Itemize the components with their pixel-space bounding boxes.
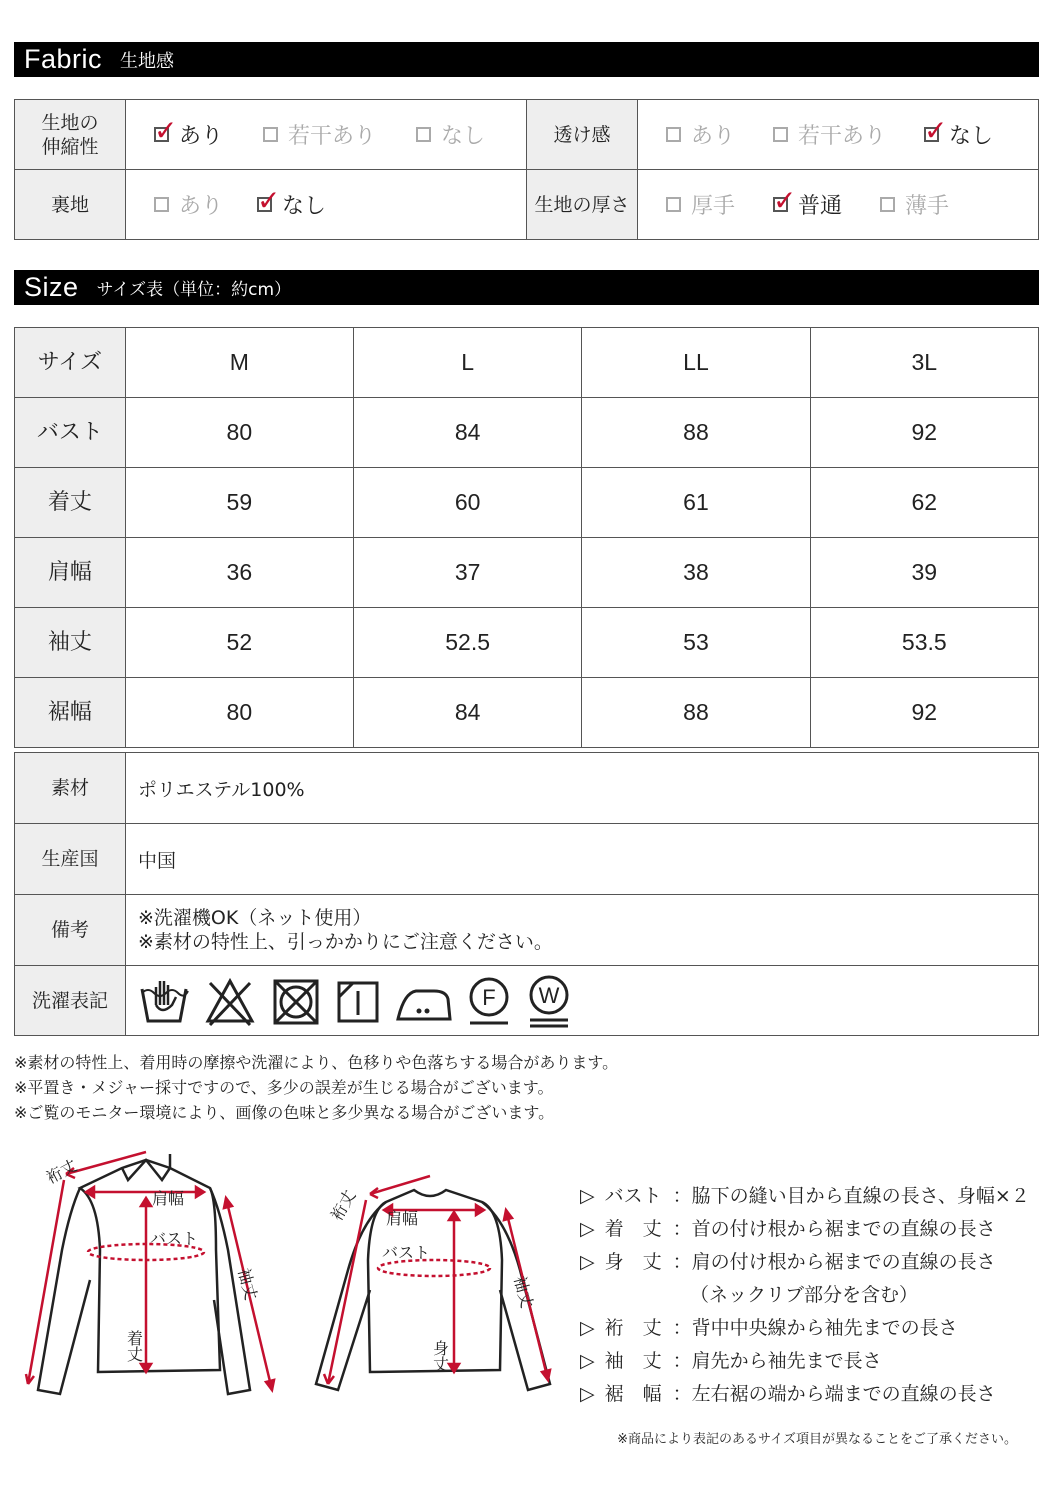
- stretch-option-label: あり: [179, 124, 224, 149]
- notes-value: [126, 895, 1039, 966]
- description-term: 着 丈: [604, 1218, 662, 1240]
- size-row-label: バスト: [15, 398, 126, 468]
- description-row: [580, 1180, 1030, 1213]
- size-row-label: 着丈: [15, 468, 126, 538]
- size-cell: 38: [582, 538, 810, 608]
- size-cell: 62: [810, 468, 1038, 538]
- sheer-option-2: [924, 114, 994, 150]
- thickness-options: [638, 170, 1039, 240]
- size-cell: M: [125, 328, 353, 398]
- triangle-icon: ▷: [580, 1350, 595, 1372]
- lining-option-label: あり: [179, 194, 224, 219]
- description-text: ：左右裾の端から端までの直線の長さ: [672, 1383, 996, 1405]
- hand-wash-icon: [138, 975, 190, 1027]
- note-line: ※素材の特性上、着用時の摩擦や洗濯により、色移りや色落ちする場合があります。: [14, 1053, 619, 1072]
- measurement-descriptions: [580, 1180, 1030, 1411]
- size-cell: 80: [125, 398, 353, 468]
- size-header: [14, 270, 1039, 305]
- thickness-option-label: 厚手: [691, 194, 736, 219]
- size-cell: 59: [125, 468, 353, 538]
- checked-box-icon: ✓: [257, 184, 281, 217]
- checkbox-icon: [773, 127, 788, 142]
- checkbox-icon: [666, 127, 681, 142]
- size-title-ja: サイズ表（単位：約cm）: [96, 280, 292, 300]
- thickness-option-label: 普通: [798, 194, 843, 219]
- note-1: ※洗濯機OK（ネット使用）: [138, 907, 372, 929]
- stretch-option-0: [154, 114, 224, 150]
- size-row-label: 袖丈: [15, 608, 126, 678]
- line-dry-shade-icon: [336, 975, 380, 1027]
- checked-box-icon: ✓: [154, 114, 178, 147]
- svg-text:W: W: [538, 982, 560, 1008]
- lining-option-label: なし: [282, 194, 327, 219]
- diagram-katahaba-label-2: 肩幅: [386, 1209, 419, 1228]
- checked-box-icon: ✓: [924, 114, 948, 147]
- size-title-en: Size: [24, 272, 79, 302]
- size-row: [15, 398, 1039, 468]
- description-text: ：脇下の縫い目から直線の長さ、身幅×２: [672, 1185, 1030, 1207]
- no-tumble-dry-icon: [270, 975, 322, 1027]
- stretch-label: 生地の 伸縮性: [15, 100, 126, 170]
- lining-option-1: [257, 184, 327, 220]
- fabric-title-ja: 生地感: [120, 50, 175, 72]
- diagram-sodetake-label-2: 袖丈: [510, 1274, 537, 1310]
- description-term: 身 丈: [604, 1251, 662, 1273]
- diagram-bust-label-2: バスト: [382, 1243, 431, 1262]
- stretch-option-label: 若干あり: [288, 124, 377, 149]
- diagram-bust-label: バスト: [150, 1229, 199, 1248]
- checkbox-icon: [416, 127, 431, 142]
- garment-diagram: [10, 1140, 570, 1420]
- sheer-options: [638, 100, 1039, 170]
- material-value: ポリエステル100%: [126, 753, 1039, 824]
- checkbox-icon: [263, 127, 278, 142]
- size-cell: 52.5: [353, 608, 581, 678]
- fabric-title-en: Fabric: [24, 44, 103, 74]
- sheer-label: 透け感: [527, 100, 638, 170]
- size-cell: 88: [582, 678, 810, 748]
- sheer-option-0: [666, 119, 735, 150]
- care-symbols: [126, 966, 1039, 1036]
- size-table: [14, 327, 1039, 748]
- description-text: ：肩の付け根から裾までの直線の長さ: [672, 1251, 996, 1273]
- diagram-sodetake-label: 袖丈: [234, 1266, 261, 1302]
- size-cell: 80: [125, 678, 353, 748]
- thickness-option-label: 薄手: [905, 194, 950, 219]
- size-cell: 84: [353, 678, 581, 748]
- sheer-option-label: 若干あり: [798, 124, 887, 149]
- lining-label: 裏地: [15, 170, 126, 240]
- checkbox-icon: [154, 197, 169, 212]
- footnote: ※商品により表記のあるサイズ項目が異なることをご了承ください。: [617, 1432, 1017, 1447]
- stretch-option-2: [416, 119, 485, 150]
- lining-options: [126, 170, 527, 240]
- size-cell: 39: [810, 538, 1038, 608]
- thickness-option-0: [666, 189, 735, 220]
- size-cell: 37: [353, 538, 581, 608]
- size-row: [15, 468, 1039, 538]
- size-row: [15, 538, 1039, 608]
- size-cell: 88: [582, 398, 810, 468]
- description-row: [580, 1246, 1030, 1279]
- dry-clean-f-icon: [466, 975, 512, 1027]
- diagram-katahaba-label: 肩幅: [152, 1189, 185, 1208]
- diagram-yuki-label-2: 裄丈: [327, 1186, 360, 1224]
- description-term: 裄 丈: [604, 1317, 662, 1339]
- note-line: ※ご覧のモニター環境により、画像の色味と多少異なる場合がございます。: [14, 1103, 555, 1122]
- description-text: ：肩先から袖先まで長さ: [672, 1350, 882, 1372]
- description-row: [580, 1378, 1030, 1411]
- size-row: [15, 608, 1039, 678]
- size-cell: 60: [353, 468, 581, 538]
- no-bleach-icon: [204, 975, 256, 1027]
- triangle-icon: ▷: [580, 1185, 595, 1207]
- material-label: 素材: [15, 753, 126, 824]
- iron-medium-icon: [394, 975, 452, 1027]
- checkbox-icon: [880, 197, 895, 212]
- origin-value: 中国: [126, 824, 1039, 895]
- care-label: 洗濯表記: [15, 966, 126, 1036]
- diagram-yuki-label: 裄丈: [42, 1155, 81, 1188]
- size-cell: 52: [125, 608, 353, 678]
- stretch-option-1: [263, 119, 376, 150]
- lining-option-0: [154, 189, 223, 220]
- size-row-label: 裾幅: [15, 678, 126, 748]
- description-text: ：背中中央線から袖先までの長さ: [672, 1317, 958, 1339]
- triangle-icon: ▷: [580, 1218, 595, 1240]
- diagram-kitake-label: 着丈: [124, 1330, 144, 1362]
- checkbox-icon: [666, 197, 681, 212]
- size-cell: 3L: [810, 328, 1038, 398]
- triangle-icon: ▷: [580, 1251, 595, 1273]
- sheer-option-label: あり: [691, 124, 736, 149]
- thickness-option-1: [773, 184, 843, 220]
- wet-clean-w-icon: [526, 973, 572, 1029]
- svg-text:F: F: [482, 984, 496, 1010]
- description-row: [580, 1213, 1030, 1246]
- size-cell: 53.5: [810, 608, 1038, 678]
- size-cell: 92: [810, 678, 1038, 748]
- size-header-row: [15, 328, 1039, 398]
- fabric-table: [14, 99, 1039, 240]
- thickness-option-2: [880, 189, 949, 220]
- note-line: ※平置き・メジャー採寸ですので、多少の誤差が生じる場合がございます。: [14, 1078, 554, 1097]
- checked-box-icon: ✓: [773, 184, 797, 217]
- size-cell: 53: [582, 608, 810, 678]
- triangle-icon: ▷: [580, 1383, 595, 1405]
- thickness-label: 生地の厚さ: [527, 170, 638, 240]
- origin-label: 生産国: [15, 824, 126, 895]
- stretch-option-label: なし: [441, 124, 486, 149]
- triangle-icon: ▷: [580, 1317, 595, 1339]
- sheer-option-1: [773, 119, 886, 150]
- size-cell: L: [353, 328, 581, 398]
- description-term: 袖 丈: [604, 1350, 662, 1372]
- fabric-header: [14, 42, 1039, 77]
- size-cell: 61: [582, 468, 810, 538]
- size-cell: LL: [582, 328, 810, 398]
- description-text: ：首の付け根から裾までの直線の長さ: [672, 1218, 996, 1240]
- size-row: [15, 678, 1039, 748]
- description-term: 裾 幅: [604, 1383, 662, 1405]
- description-text: （ネックリブ部分を含む）: [690, 1284, 919, 1306]
- sheer-option-label: なし: [949, 124, 994, 149]
- size-cell: 84: [353, 398, 581, 468]
- notes-label: 備考: [15, 895, 126, 966]
- note-2: ※素材の特性上、引っかかりにご注意ください。: [138, 931, 553, 953]
- size-row-label: 肩幅: [15, 538, 126, 608]
- size-cell: 36: [125, 538, 353, 608]
- notes-list: [14, 1050, 618, 1125]
- description-row: [580, 1345, 1030, 1378]
- size-cell: 92: [810, 398, 1038, 468]
- description-row: [580, 1312, 1030, 1345]
- description-row: [580, 1279, 1030, 1312]
- diagram-mitake-label: 身丈: [430, 1340, 450, 1372]
- size-row-label: サイズ: [15, 328, 126, 398]
- stretch-options: [126, 100, 527, 170]
- info-table: [14, 752, 1039, 1036]
- description-term: バスト: [604, 1185, 662, 1207]
